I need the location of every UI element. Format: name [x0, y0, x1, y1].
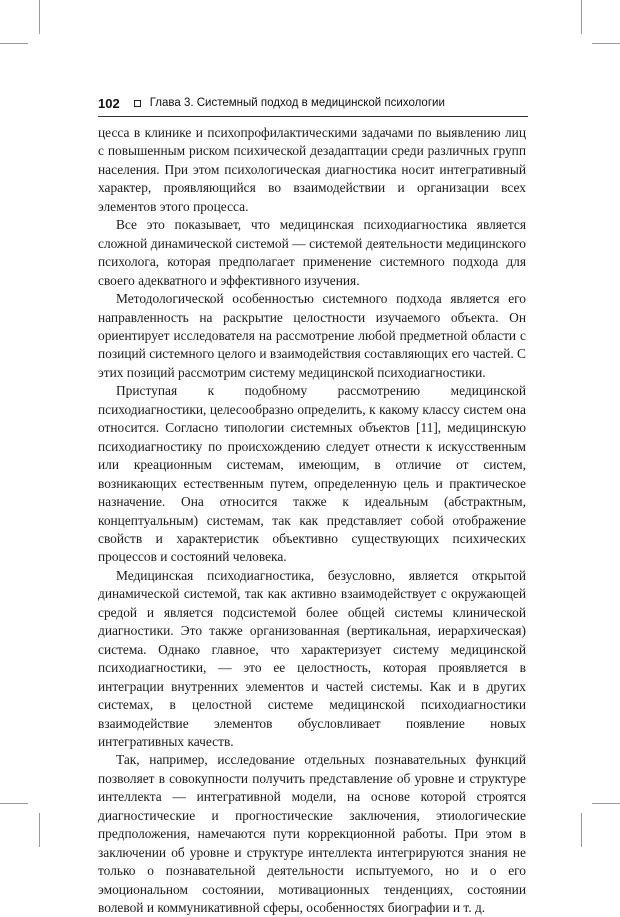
crop-mark-top-right-h — [592, 43, 620, 44]
page-number: 102 — [98, 95, 120, 111]
crop-mark-top-left-h — [0, 43, 28, 44]
crop-mark-bottom-right-h — [592, 803, 620, 804]
crop-mark-top-left — [39, 0, 40, 34]
paragraph-2: Все это показывает, что медицинская психодиагностика является сложной динамической системой — системой деятельности медицинского психолога, которая предполагает применение системного подхода для своего адекватного и эффективного изучения. — [98, 217, 526, 288]
crop-mark-bottom-right — [581, 813, 582, 847]
body-text — [98, 124, 526, 917]
square-bullet-icon — [134, 100, 141, 107]
crop-mark-bottom-left-h — [0, 803, 28, 804]
paragraph-5: Медицинская психодиагностика, безусловно, является открытой динамической системой, так как активно взаимодействует с окружающей средой и является подсистемой более общей системы клинической диагностики. Это также организованная (вертикальная, иерархическая) система. Однако главное, что характеризует систему медицинской психодиагностики, — это ее целостность, которая проявляется в интеграции внутренних элементов и частей системы. Как и в других системах, в целостной системе медицинской психодиагностики взаимодействие элементов обусловливает появление новых интегративных качеств. — [98, 567, 526, 749]
chapter-title: Глава 3. Системный подход в медицинской психологии — [149, 97, 445, 109]
paragraph-4: Приступая к подобному рассмотрению медицинской психодиагностики, целесообразно определить, к какому классу систем она относится. Согласно типологии системных объектов [11], медицинскую психодиагностику по происхождению следует отнести к искусственным или креационным системам, имеющим, в отличие от систем, возникающих естественным путем, определенную цель и практическое назначение. Она относится также к идеальным (абстрактным, концептуальным) системам, так как представляет собой отображение свойств и характеристик объективно существующих психических процессов и состояний человека. — [98, 383, 526, 565]
paragraph-3: Методологической особенностью системного подхода является его направленность на раскрытие целостности изучаемого объекта. Он ориентирует исследователя на рассмотрение любой предметной области с позиций системного целого и взаимодействия составляющих его частей. С этих позиций рассмотрим систему медицинской психодиагностики. — [98, 291, 526, 380]
crop-mark-top-right — [581, 0, 582, 34]
paragraph-1: цесса в клинике и психопрофилактическими задачами по выявлению лиц с повышенным риском психической дезадаптации среди различных групп населения. При этом психологическая диагностика носит интегративный характер, проявляющийся во взаимодействии и организации всех элементов этого процесса. — [98, 125, 526, 214]
crop-mark-bottom-left — [39, 813, 40, 847]
header-rule — [98, 116, 528, 117]
running-header — [98, 94, 528, 112]
paragraph-6: Так, например, исследование отдельных познавательных функций позволяет в совокупности получить представление об уровне и структуре интеллекта — интегративной модели, на основе которой строятся диагностические и прогностические заключения, этиологические предположения, намечаются пути коррекционной работы. При этом в заключении об уровне и структуре интеллекта интегрируются знания не только о познавательной деятельности испытуемого, но и о его эмоциональном состоянии, мотивационных тенденциях, состоянии волевой и коммуникативной сферы, особенностях биографии и т. д. — [98, 752, 526, 916]
